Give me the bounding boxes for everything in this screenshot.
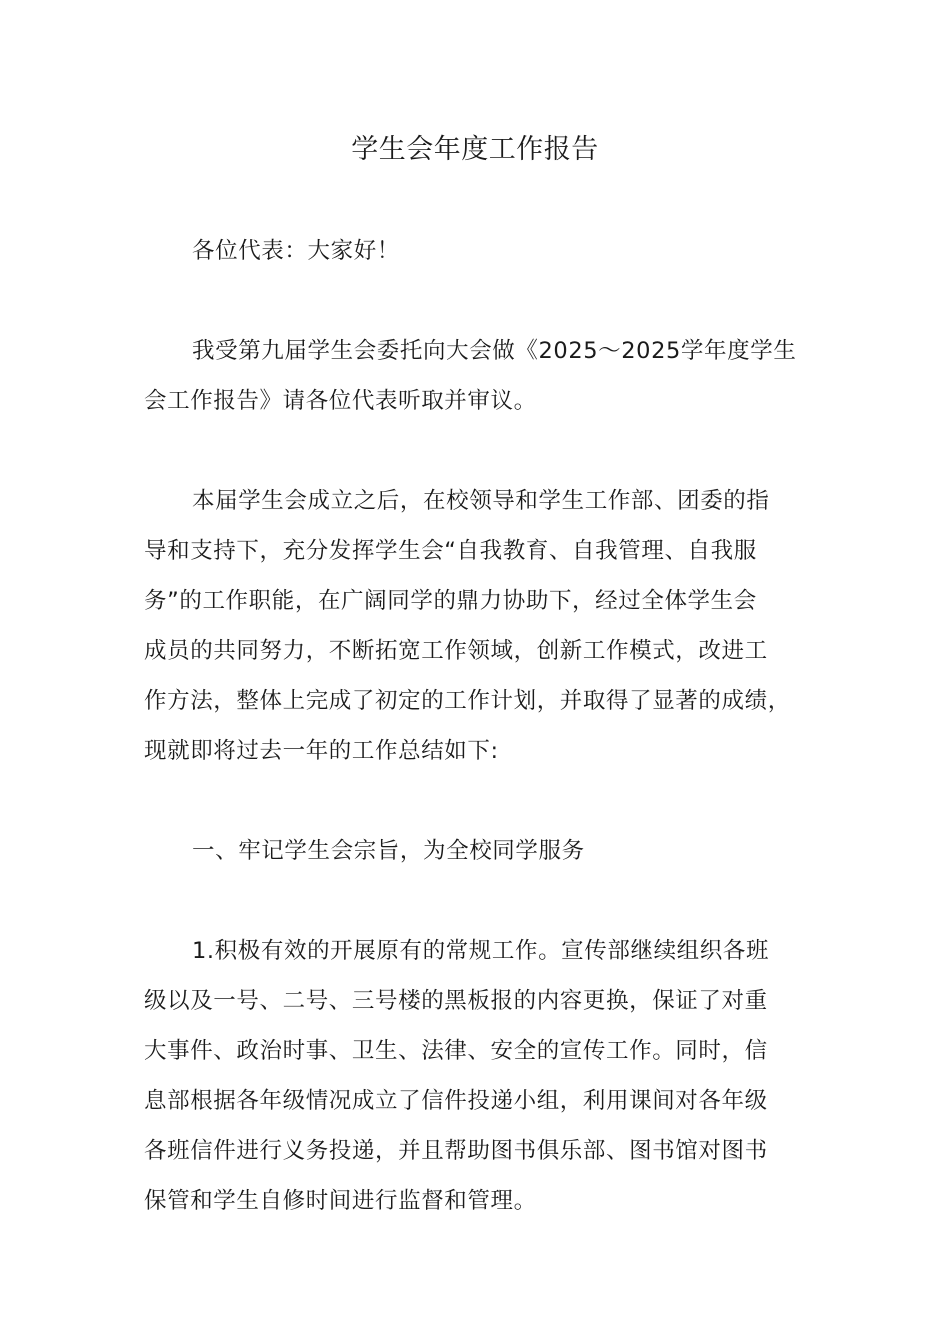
paragraph-line: 作方法，整体上完成了初定的工作计划，并取得了显著的成绩，	[144, 688, 791, 714]
paragraph-line: 各班信件进行义务投递，并且帮助图书俱乐部、图书馆对图书	[144, 1138, 768, 1164]
paragraph-line: 保管和学生自修时间进行监督和管理。	[144, 1188, 537, 1214]
greeting-line: 各位代表：大家好！	[192, 238, 400, 264]
paragraph-line: 导和支持下，充分发挥学生会“自我教育、自我管理、自我服	[144, 538, 757, 564]
paragraph-line: 本届学生会成立之后，在校领导和学生工作部、团委的指	[192, 488, 770, 514]
paragraph-line: 务”的工作职能，在广阔同学的鼎力协助下，经过全体学生会	[144, 588, 757, 614]
paragraph-line: 大事件、政治时事、卫生、法律、安全的宣传工作。同时，信	[144, 1038, 768, 1064]
document-title: 学生会年度工作报告	[351, 134, 599, 165]
section-heading: 一、牢记学生会宗旨，为全校同学服务	[192, 838, 585, 864]
paragraph-line: 现就即将过去一年的工作总结如下:	[144, 738, 499, 764]
paragraph-line: 会工作报告》请各位代表听取并审议。	[144, 388, 537, 414]
paragraph-line: 息部根据各年级情况成立了信件投递小组，利用课间对各年级	[144, 1088, 768, 1114]
paragraph-line: 级以及一号、二号、三号楼的黑板报的内容更换，保证了对重	[144, 988, 768, 1014]
paragraph-line: 我受第九届学生会委托向大会做《2025～2025学年度学生	[192, 338, 797, 364]
paragraph-line: 1.积极有效的开展原有的常规工作。宣传部继续组织各班	[192, 938, 770, 964]
paragraph-line: 成员的共同努力，不断拓宽工作领域，创新工作模式，改进工	[144, 638, 768, 664]
